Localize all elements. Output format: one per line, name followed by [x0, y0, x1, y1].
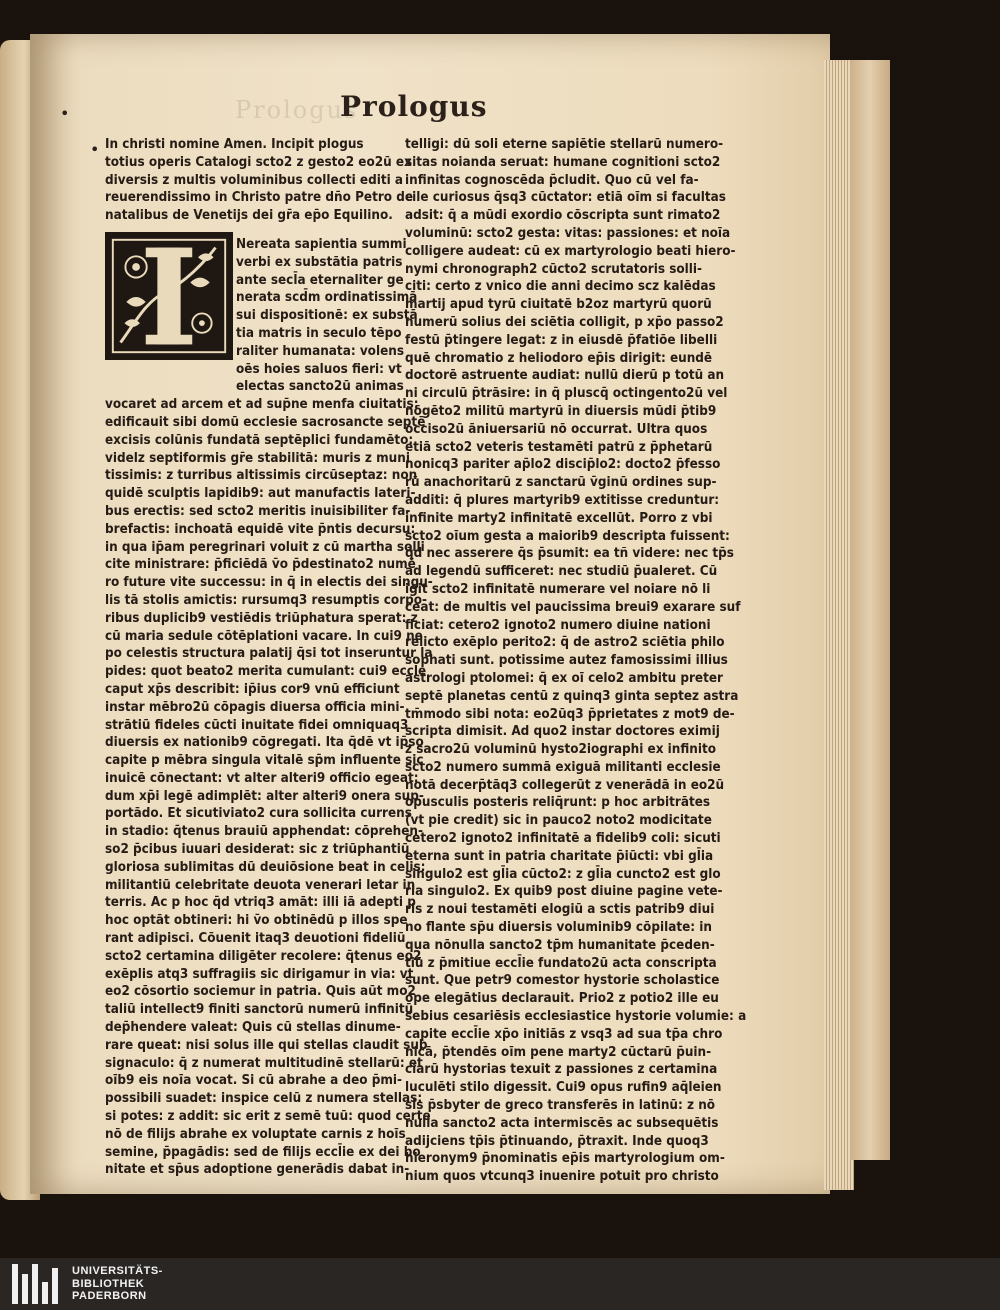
text-line: ad legendū sufficeret: nec studiū p̄ualeret. Cū: [405, 564, 718, 580]
text-line: in qua ip̄am peregrinari voluit z cū martha solli: [105, 539, 425, 555]
text-line: ria singulo2. Ex quib9 post diuine pagine vete-: [405, 884, 723, 900]
text-line: quē chromatio z heliodoro ep̄is dirigit: eundē: [405, 350, 713, 366]
text-line: singulo2 est gl̄ia cūcto2: z gl̄ia cuncto2 est glo: [405, 866, 721, 882]
text-line: nōgēto2 militū martyrū in diuersis mūdi p̄tib9: [405, 403, 717, 419]
text-line: nulla sancto2 acta intermiscēs ac subsequētis: [405, 1115, 719, 1131]
text-line: cile curiosus q̄sq3 cūctator: etiā oīm si facultas: [405, 190, 726, 206]
text-line: sunt. Que petr9 comestor hystorie scholastice: [405, 973, 720, 989]
text-line: scripta dimisit. Ad quo2 instar doctores eximij: [405, 724, 720, 740]
text-line: capite eccl̄ie xp̄o initiās z vsq3 ad sua tp̄a chro: [405, 1026, 723, 1042]
text-line: gloriosa sublimitas dū deuiōsione beat in celis:: [105, 859, 426, 875]
text-line: notā decerp̄tāq3 collegerūt z venerādā in eo2ū: [405, 777, 725, 793]
text-line: cū maria sedule cōtēplationi vacare. In cui9 ne: [105, 628, 423, 644]
text-line: possibili suadet: inspice celū z numera stellas:: [105, 1091, 423, 1107]
text-line: militantiū celebritate deuota venerari letar in: [105, 877, 416, 893]
text-line: capite p mēbra singula vitalē sp̄m influente sic: [105, 753, 424, 769]
text-line: adijciens tp̄is p̄tinuando, p̄traxit. Inde quoq3: [405, 1133, 709, 1149]
text-line: cetero2 ignoto2 infinitatē a fidelib9 coli: sicuti: [405, 831, 721, 847]
text-line: verbi ex substātia patris: [236, 254, 403, 270]
text-line: ni circulū p̄trāsire: in q̄ pluscq̄ octingento2ū vel: [405, 386, 728, 402]
text-line: si potes: z addit: sic erit z semē tuū: quod certe: [105, 1109, 431, 1125]
left-text-column: [105, 136, 433, 1179]
text-line: eo2 cōsortio sociemur in patria. Quis aūt mo2: [105, 984, 416, 1000]
introduction-line: diversis z multis voluminibus collecti editi a: [105, 172, 404, 188]
text-line: Nereata sapientia summi: [236, 236, 407, 252]
text-line: scto2 certamina diligēter recolere: q̄tenus eo2: [105, 948, 422, 964]
text-line: nō de filijs abrahe ex voluptate carnis z hoīs: [105, 1126, 406, 1142]
text-line: martij apud tyrū ciuitatē b2oz martyrū quorū: [405, 297, 712, 313]
text-line: instar mēbro2ū cōpagis diuersa officia mini-: [105, 699, 405, 715]
text-line: tia matris in seculo tēpo: [236, 325, 402, 341]
library-footer: [0, 1258, 1000, 1310]
text-line: portādo. Et sicutiviato2 cura sollicita currens: [105, 806, 412, 822]
introduction-line: natalibus de Venetijs dei gr̄a ep̄o Equilino.: [105, 208, 393, 224]
text-line: excisis colūnis fundatā septēplici fundamēto:: [105, 432, 414, 448]
text-line: signaculo: q̄ z numerat multitudinē stellarū: et: [105, 1055, 423, 1071]
introduction-line: totius operis Catalogi scto2 z gesto2 eo2ū ex: [105, 154, 412, 170]
text-line: ro future vite successu: in q̄ in electis dei singu-: [105, 575, 433, 591]
text-line: hoc optāt obtineri: hi v̄o obtinēdū p illos spe: [105, 913, 408, 929]
text-line: colligere audeat: cū ex martyrologio beati hiero-: [405, 243, 736, 259]
library-name-line: BIBLIOTHEK: [72, 1277, 145, 1290]
text-line: ris z noui testamēti elogiū a sctis patrib9 diui: [405, 902, 715, 918]
text-line: sebius cesariēsis ecclesiastice hystorie volumi̇e: a: [405, 1009, 747, 1025]
text-line: taliū intellect9 finiti sanctorū numerū infinitū: [105, 1002, 414, 1018]
text-line: videlz septiformis gr̄e stabilitā: muris z muni: [105, 450, 410, 466]
text-line: scto2 numero summā exiguā militanti ecclesie: [405, 759, 721, 775]
text-line: tiū z p̄mitiue eccl̄ie fundato2ū acta conscripta: [405, 955, 717, 971]
text-line: oīb9 eis noīa vocat. Si cū abrahe a deo p̄mi-: [105, 1073, 403, 1089]
text-line: ceat: de multis vel paucissima breui9 exarare suf: [405, 599, 741, 615]
text-line: igit scto2 infinitatē numerare vel noiare nō li: [405, 581, 711, 597]
text-line: sophati sunt. potissime autez famosissimi illius: [405, 653, 728, 669]
text-line: numerū solius dei sciētia colligit, p xp̄o passo2: [405, 314, 724, 330]
text-line: terris. Ac p hoc q̄d vtriq3 amāt: illi iā adepti p: [105, 895, 416, 911]
text-line: ciarū hystorias texuit z passiones z certamina: [405, 1062, 718, 1078]
text-line: nicā, p̄tendēs oīm pene marty2 cūctarū p̄uin-: [405, 1044, 712, 1060]
text-line: citi: certo z vnico die anni decimo scz kalēdas: [405, 279, 716, 295]
text-line: ope elegātius declarauit. Prio2 z potio2 ille eu: [405, 991, 719, 1007]
text-line: relicto exēplo perito2: q̄ de astro2 sciētia philo: [405, 635, 725, 651]
text-line: opusculis posteris reliq̄runt: p hoc arbitrātes: [405, 795, 711, 811]
left-body-text: [105, 236, 433, 1179]
text-line: (vt pie credit) sic in pauco2 noto2 modicitate: [405, 813, 712, 829]
library-name: [72, 1265, 163, 1303]
text-line: sis p̄sbyter de greco transferēs in latinū: z nō: [405, 1098, 716, 1114]
text-line: vocaret ad arcem et ad sup̄ne menfa ciuitatis:: [105, 397, 419, 413]
text-line: pides: quot beato2 merita cumulant: cui9 eccl̄e: [105, 664, 427, 680]
text-line: in stadio: q̄tenus brauiū apphendat: cōprehen-: [105, 824, 423, 840]
text-line: nymi chronograph2 cūcto2 scrutatoris solli-: [405, 261, 703, 277]
text-line: septē planetas centū z quinq3 ginta septez astra: [405, 688, 739, 704]
right-text-column: [405, 136, 747, 1186]
text-line: so2 p̄cibus iuuari desiderat: sic z triūphantiū: [105, 842, 410, 858]
text-line: infinitas cognoscēda p̄cludit. Quo cū vel fa-: [405, 172, 699, 188]
ornament-mark: •: [60, 104, 70, 123]
text-line: z sacro2ū voluminū hysto2iographi ex infinito: [405, 742, 717, 758]
text-line: telligi: dū soli eterne sapiētie stellarū numero-: [405, 137, 724, 152]
text-line: dum xp̄i legē adimplēt: alter alteri9 onera sup-: [105, 788, 424, 804]
text-line: po celestis structura palatij q̄si tot inseruntur la: [105, 646, 433, 662]
text-line: nerata scd̄m ordinatissimā: [236, 290, 418, 306]
text-line: inuicē cōnectant: vt alter alteri9 officio egeat:: [105, 770, 419, 786]
text-line: q̄d nec asserere q̄s p̄sumit: ea tñ videre: nec tp̄s: [405, 546, 734, 562]
text-line: etiā scto2 veteris testamēti patrū z p̄phetarū: [405, 439, 713, 455]
text-line: tissimis: z turribus altissimis circūseptaz: non: [105, 468, 418, 484]
text-line: rare queat: nisi solus ille qui stellas claudit sub: [105, 1037, 428, 1053]
running-title: Prologus: [340, 90, 488, 123]
text-line: qua nōnulla sancto2 tp̄m humanitate p̄ceden-: [405, 937, 715, 953]
introduction-line: reuerendissimo in Christo patre dn̄o Petro de: [105, 190, 414, 206]
text-line: eterna sunt in patria charitate p̄iūcti: vbi gl̄ia: [405, 848, 714, 864]
text-line: raliter humanata: volens: [236, 343, 405, 359]
text-line: dep̄hendere valeat: Quis cū stellas dinume-: [105, 1020, 401, 1036]
text-line: astrologi ptolomei: q̄ ex oī celo2 ambitu preter: [405, 670, 723, 686]
text-line: occiso2ū āniuersariū nō occurrat. Ultra quos: [405, 421, 708, 437]
text-line: electas sancto2ū animas: [236, 379, 404, 395]
text-line: brefactis: inchoatā equidē vite p̄ntis decursu:: [105, 521, 416, 537]
text-line: strātiū fideles cūcti inuitate fidei omniquaq3: [105, 717, 409, 733]
text-line: caput xp̄s describit: ip̄ius cor9 vnū efficiunt: [105, 681, 400, 697]
text-line: festū p̄tingere legat: z in eiusdē p̄fatiōe libelli: [405, 332, 718, 348]
show-through-text: Prologus: [235, 96, 359, 124]
text-line: ante secl̄a eternaliter ge: [236, 272, 404, 288]
text-line: sitas noianda seruat: humane cognitioni scto2: [405, 154, 721, 170]
text-line: exēplis atq3 suffragiis sic dirigamur in via: vt: [105, 966, 414, 982]
text-line: ficiat: cetero2 ignoto2 numero diuine nationi: [405, 617, 711, 633]
text-line: nonicq3 pariter ap̄lo2 discip̄lo2: docto2 p̄fesso: [405, 457, 721, 473]
text-line: scto2 oīum gesta a maiorib9 descripta fuissent:: [405, 528, 730, 544]
library-name-line: PADERBORN: [72, 1290, 147, 1303]
book-cover-edge: [850, 60, 890, 1160]
text-line: additi: q̄ plures martyrib9 extitisse creduntur:: [405, 492, 720, 508]
text-line: rant adipisci. Cōuenit itaq3 deuotioni fideliū: [105, 931, 406, 947]
text-line: luculēti stilo digessit. Cui9 opus rufin9 aq̄leien: [405, 1080, 722, 1096]
text-line: voluminū: scto2 gesta: vitas: passiones: et noīa: [405, 225, 731, 241]
text-line: nitate et sp̄us adoptione generādis dabat in-: [105, 1162, 410, 1178]
introduction-block: [105, 136, 414, 225]
text-line: tm̄modo sibi nota: eo2ūq3 p̄prietates z mot9 de-: [405, 706, 735, 722]
library-name-line: UNIVERSITÄTS-: [72, 1265, 163, 1278]
text-line: rū anachoritarū z sanctarū v̄ginū ordines sup-: [405, 475, 717, 491]
paragraph-mark: •: [90, 140, 100, 159]
text-line: diuersis ex nationib9 cōgregati. Ita q̄dē vt ip̄so: [105, 735, 424, 751]
text-line: hieronym9 p̄nominatis ep̄is martyrologium om-: [405, 1151, 725, 1167]
text-line: lis tā stolis amictis: rursumq3 resumptis corpo-: [105, 592, 428, 608]
text-line: doctorē astruente audiat: nullū dierū p totū an: [405, 368, 725, 384]
text-line: oēs hoies saluos fieri: vt: [236, 361, 402, 377]
text-line: edificauit sibi domū ecclesie sacrosancte septē: [105, 414, 426, 430]
text-line: semine, p̄pagādis: sed de filijs eccl̄ie ex dei bo: [105, 1144, 421, 1160]
text-line: adsit: q̄ a mūdi exordio cōscripta sunt rimato2: [405, 208, 721, 224]
text-line: bus erectis: sed scto2 meritis inuisibiliter fa-: [105, 503, 411, 519]
text-line: quidē sculptis lapidib9: aut manufactis lateri-: [105, 486, 416, 502]
text-line: nium quos vtcunq3 inuenire potuit pro christo: [405, 1169, 719, 1185]
text-line: ribus duplicib9 vestiēdis triūphatura sperat: z: [105, 610, 418, 626]
library-logo-icon: [12, 1264, 58, 1304]
text-line: no flante sp̄u diuersis voluminib9 cōpilate: in: [405, 920, 712, 936]
text-line: cite ministrare: p̄ficiēdā v̄o p̄destinato2 numē: [105, 557, 416, 573]
text-line: infinite marty2 infinitatē excellūt. Porro z vbi: [405, 510, 713, 526]
introduction-line: In christi nomine Amen. Incipit plogus: [105, 137, 364, 152]
text-line: sui dispositionē: ex substā: [236, 308, 418, 324]
